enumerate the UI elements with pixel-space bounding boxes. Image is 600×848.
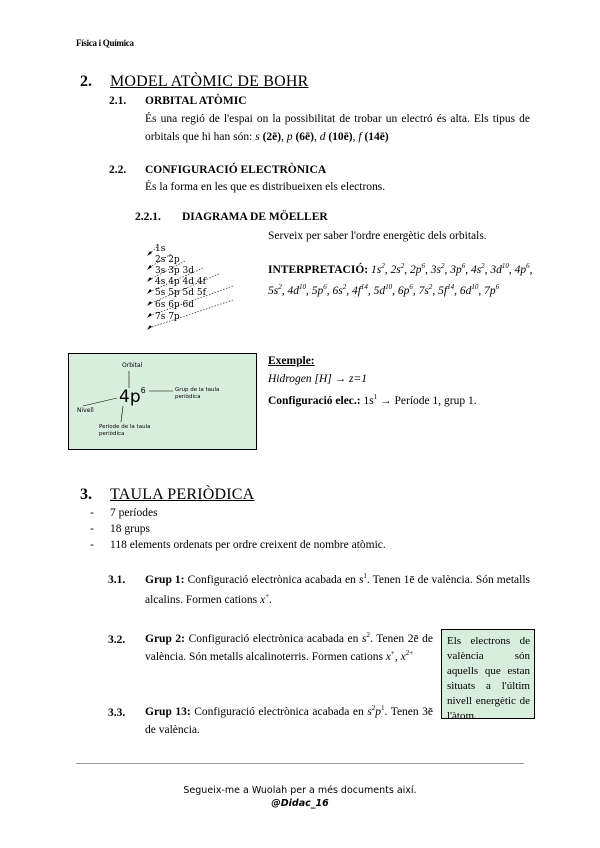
orbital-term: $1s^2$ xyxy=(370,262,385,276)
orbital-term: $2s^2$ xyxy=(390,262,405,276)
moeller-row-2: 2s 2p xyxy=(155,255,180,265)
section-number: 2. xyxy=(80,73,92,90)
orbital-d: d xyxy=(319,131,326,143)
section-title: MODEL ATÒMIC DE BOHR xyxy=(110,73,309,90)
orbital-notation-figure xyxy=(68,353,257,450)
subsection-2-2-title: CONFIGURACIÓ ELECTRÒNICA xyxy=(145,164,327,176)
example-config: Configuració elec.: $1s^1$ → Període 1, grup 1. xyxy=(268,393,477,407)
label-orbital: Orbital xyxy=(122,362,143,369)
section-3-heading xyxy=(80,486,480,506)
orbital-s: s xyxy=(255,131,260,143)
page-header-subject: Física i Química xyxy=(76,38,134,48)
orbital-term: $3s^2$ xyxy=(430,262,445,276)
footer-author-link[interactable]: @Didac_16 xyxy=(271,798,329,809)
group-1-text: Grup 1: Configuració electrònica acabada en $s^1$. Tenen 1ē de valència. Són metalls alcalins. Formen cations x+. xyxy=(145,572,531,606)
subsection-2-2-1-number: 2.2.1. xyxy=(135,211,161,223)
subsection-3-3-number: 3.3. xyxy=(108,707,126,719)
interpretation xyxy=(268,260,533,302)
periodic-table-facts xyxy=(110,505,386,553)
label-nivell: Nivell xyxy=(77,407,94,414)
subsection-3-1-number: 3.1. xyxy=(108,574,126,586)
section-2-heading xyxy=(80,73,480,93)
moeller-row-1: 1s xyxy=(155,244,166,254)
figure-leader-lines xyxy=(69,354,256,449)
orbital-term: $5d^{10}$ xyxy=(373,283,393,297)
figure-main-notation: $4p^6$ xyxy=(119,386,146,407)
orbital-p: p xyxy=(286,131,293,143)
moeller-purpose: Serveix per saber l'ordre energètic dels orbitals. xyxy=(268,230,487,242)
moeller-row-5: 5s 5p 5d 5f xyxy=(155,288,206,298)
subsection-2-2-number: 2.2. xyxy=(109,164,127,176)
subsection-2-1-number: 2.1. xyxy=(109,95,127,107)
orbital-term: $4s^2$ xyxy=(470,262,485,276)
subsection-3-2-number: 3.2. xyxy=(108,634,126,646)
footer-divider xyxy=(76,763,524,764)
config-definition: És la forma en les que es distribueixen els electrons. xyxy=(145,181,386,193)
moeller-row-3: 3s 3p 3d xyxy=(155,266,195,276)
orbital-term: $6d^{10}$ xyxy=(459,283,479,297)
interpretation-label: INTERPRETACIÓ: xyxy=(268,264,369,276)
section-number: 3. xyxy=(80,486,92,503)
list-item: - 7 períodes xyxy=(110,505,386,521)
orbital-definition: És una regió de l'espai on la possibilitat de trobar un electró és alta. Els tipus de orbitals que hi han són: s (2ē), p (6ē), d (10ē), f (14ē) xyxy=(145,113,530,143)
label-periode: Període de la taula periòdica xyxy=(99,424,151,437)
orbital-term: $6s^2$ xyxy=(332,283,347,297)
orbital-f: f xyxy=(358,131,362,143)
orbital-term: $4d^{10}$ xyxy=(287,283,306,297)
footer-promo: Segueix-me a Wuolah per a més documents així. xyxy=(183,785,417,796)
list-item: - 118 elements ordenats per ordre creixent de nombre atòmic. xyxy=(110,537,386,553)
orbital-sequence: $1s^2$, $2s^2$, $2p^6$, $3s^2$, $3p^6$, $4s^2$, $3d^{10}$, $4p^6$, $5s^2$, $4d^{10}$, $5p^6$, $6s^2$, $4f^{14}$, $5d^{10}$, $6p^6$, $7s^2$, $5f^{14}$, $6d^{10}$, $7p^6$ xyxy=(268,262,533,297)
moeller-row-7: 7s 7p xyxy=(155,312,180,322)
orbital-term: $4p^6$ xyxy=(514,262,530,276)
section-title: TAULA PERIÒDICA xyxy=(110,486,255,503)
orbital-term: $3p^6$ xyxy=(450,262,466,276)
example-block xyxy=(268,352,477,410)
moeller-row-6: 6s 6p 6d xyxy=(155,300,195,310)
example-hydrogen: Hidrogen [H] → z=1 xyxy=(268,373,368,385)
example-title: Exemple: xyxy=(268,355,315,367)
orbital-term: $4f^{14}$ xyxy=(351,283,368,297)
moeller-diagram xyxy=(143,240,261,335)
orbital-term: $5s^2$ xyxy=(268,283,282,297)
subsection-2-1-title: ORBITAL ATÒMIC xyxy=(145,95,247,107)
orbital-term: $7p^6$ xyxy=(484,283,500,297)
group-2-text: Grup 2: Configuració electrònica acabada en $s^2$. Tenen 2ē de valència. Són metalls alcalinoterris. Formen cations x+, $x^{2+}$ xyxy=(145,631,434,663)
orbital-term: $6p^6$ xyxy=(397,283,413,297)
orbital-term: $2p^6$ xyxy=(409,262,425,276)
valence-note-box: Els electrons de valència són aquells que estan situats a l'últim nivell energètic de l'àtom. xyxy=(441,629,535,719)
orbital-term: $5f^{14}$ xyxy=(438,283,455,297)
group-13-text: Grup 13: Configuració electrònica acabada en $s^2p^1$. Tenen 3ē de valència. xyxy=(145,704,434,736)
orbital-term: $5p^6$ xyxy=(311,283,327,297)
list-item: - 18 grups xyxy=(110,521,386,537)
subsection-2-2-1-title: DIAGRAMA DE MÖELLER xyxy=(182,211,328,223)
orbital-term: $7s^2$ xyxy=(418,283,433,297)
moeller-row-4: 4s 4p 4d 4f xyxy=(155,277,206,287)
label-grup: Grup de la taula periòdica xyxy=(175,387,220,400)
orbital-term: $3d^{10}$ xyxy=(490,262,509,276)
